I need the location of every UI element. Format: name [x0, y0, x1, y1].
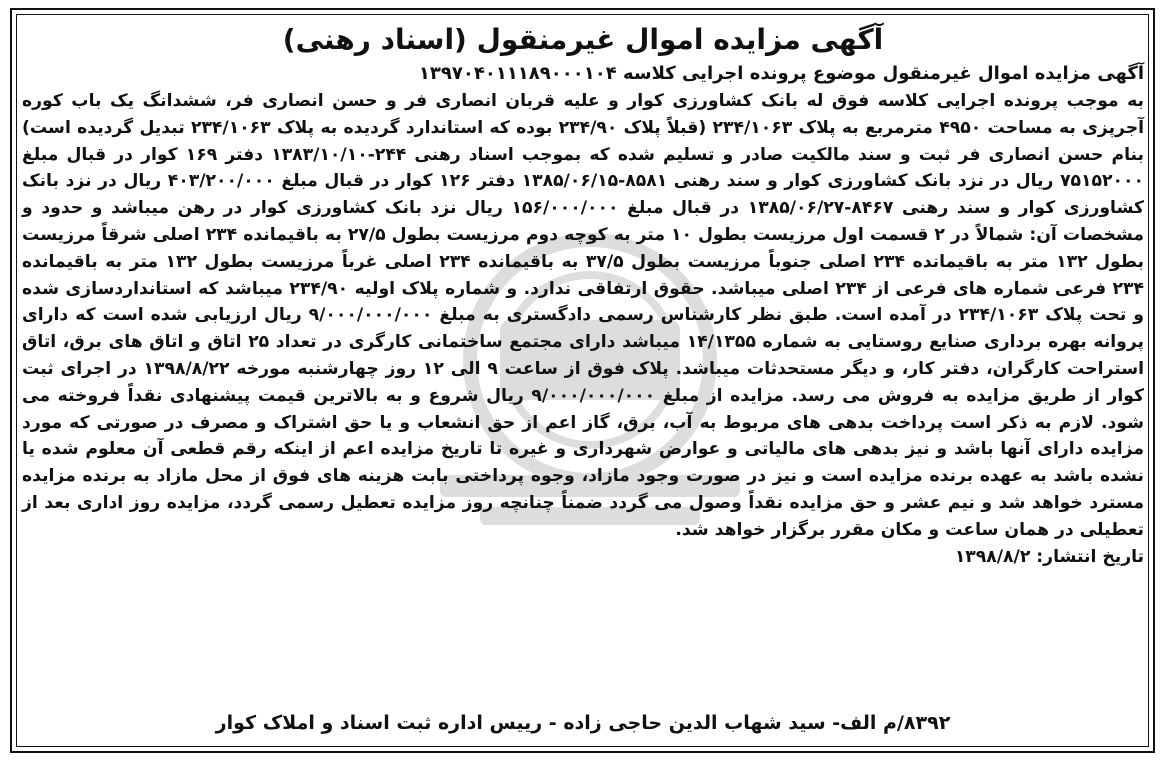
notice-body: به موجب پرونده اجرایی کلاسه فوق له بانک کشاورزی کوار و علیه قربان انصاری فر و حسن انصاری فر، ششدانگ یک باب کوره آجرپزی به مساحت ۴۹۵۰ مترمربع به پلاک ۲۳۴/۱۰۶۳ (قبلاً پلاک ۲۳۴/۹۰ بوده که استاندارد گردیده به پلاک ۲۳۴/۱۰۶۳ تبدیل گردیده است) بنام حسن انصاری فر ثبت و سند مالکیت صادر و تسلیم شده که بموجب اسناد رهنی ۲۴۴-۱۳۸۳/۱۰/۱۰ دفتر ۱۶۹ کوار در قبال مبلغ ۷۵۱۵۲۰۰۰ ریال در نزد بانک کشاورزی کوار و سند رهنی ۸۵۸۱-۱۳۸۵/۰۶/۱۵ دفتر ۱۲۶ کوار در قبال مبلغ ۴۰۳/۲۰۰/۰۰۰ ریال در نزد بانک کشاورزی کوار و سند رهنی ۸۴۶۷-۱۳۸۵/۰۶/۲۷ در قبال مبلغ ۱۵۶/۰۰۰/۰۰۰ ریال نزد بانک کشاورزی کوار در رهن میباشد و حدود و مشخصات آن: شمالاً در ۲ قسمت اول مرزیست بطول ۱۰ متر به کوچه دوم مرزیست بطول ۲۷/۵ به باقیمانده ۲۳۴ اصلی شرقاً مرزیست بطول ۱۳۲ متر به باقیمانده ۲۳۴ اصلی جنوباً مرزیست بطول ۳۷/۵ به باقیمانده ۲۳۴ اصلی غرباً مرزیست بطول ۱۳۲ متر به باقیمانده ۲۳۴ فرعی شماره های فرعی از ۲۳۴ اصلی میباشد. حقوق ارتفاقی ندارد. و شماره پلاک اولیه ۲۳۴/۹۰ میباشد که استانداردسازی شده و تحت پلاک ۲۳۴/۱۰۶۳ در آمده است. طبق نظر کارشناس رسمی دادگستری به مبلغ ۹/۰۰۰/۰۰۰/۰۰۰ ریال ارزیابی شده است که دارای پروانه بهره برداری صنایع روستایی به شماره ۱۴/۱۳۵۵ میباشد دارای مجتمع ساختمانی کارگری در تعداد ۲۵ اتاق و اتاق های برق، اتاق استراحت کارگران، دفتر کار، و دیگر مستحدثات میباشد. پلاک فوق از ساعت ۹ الی ۱۲ روز چهارشنبه مورخه ۱۳۹۸/۸/۲۲ در اجرای ثبت کوار از طریق مزایده به فروش می رسد. مزایده از مبلغ ۹/۰۰۰/۰۰۰/۰۰۰ ریال شروع و به بالاترین قیمت پیشنهادی نقداً فروخته می شود. لازم به ذکر است پرداخت بدهی های مربوط به آب، برق، گاز اعم از حق انشعاب و یا حق اشتراک و مصرف در صورتی که مورد مزایده دارای آنها باشد و نیز بدهی های مالیاتی و عوارض شهرداری و غیره تا تاریخ مزایده اعم از اینکه رقم قطعی آن معلوم شده یا نشده باشد به عهده برنده مزایده است و نیز در صورت وجود مازاد، وجوه پرداختی بابت هزینه های فوق از محل مازاد به برنده مزایده مسترد خواهد شد و نیم عشر و حق مزایده نقداً وصول می گردد ضمناً چنانچه روز مزایده تعطیل رسمی گردد، مزایده روز اداری بعد از تعطیلی در همان ساعت و مکان مقرر برگزار خواهد شد. [22, 91, 1145, 540]
notice-signature: ۸۳۹۲/م الف- سید شهاب الدین حاجی زاده - رییس اداره ثبت اسناد و املاک کوار [215, 712, 951, 734]
notice-content [22, 22, 1144, 570]
notice-subtitle: آگهی مزایده اموال غیرمنقول موضوع پرونده اجرایی کلاسه ۱۳۹۷۰۴۰۱۱۱۸۹۰۰۰۱۰۴ [418, 63, 1144, 84]
publish-date: تاریخ انتشار: ۱۳۹۸/۸/۲ [954, 546, 1144, 567]
notice-title: آگهی مزایده اموال غیرمنقول (اسناد رهنی) [282, 23, 884, 56]
